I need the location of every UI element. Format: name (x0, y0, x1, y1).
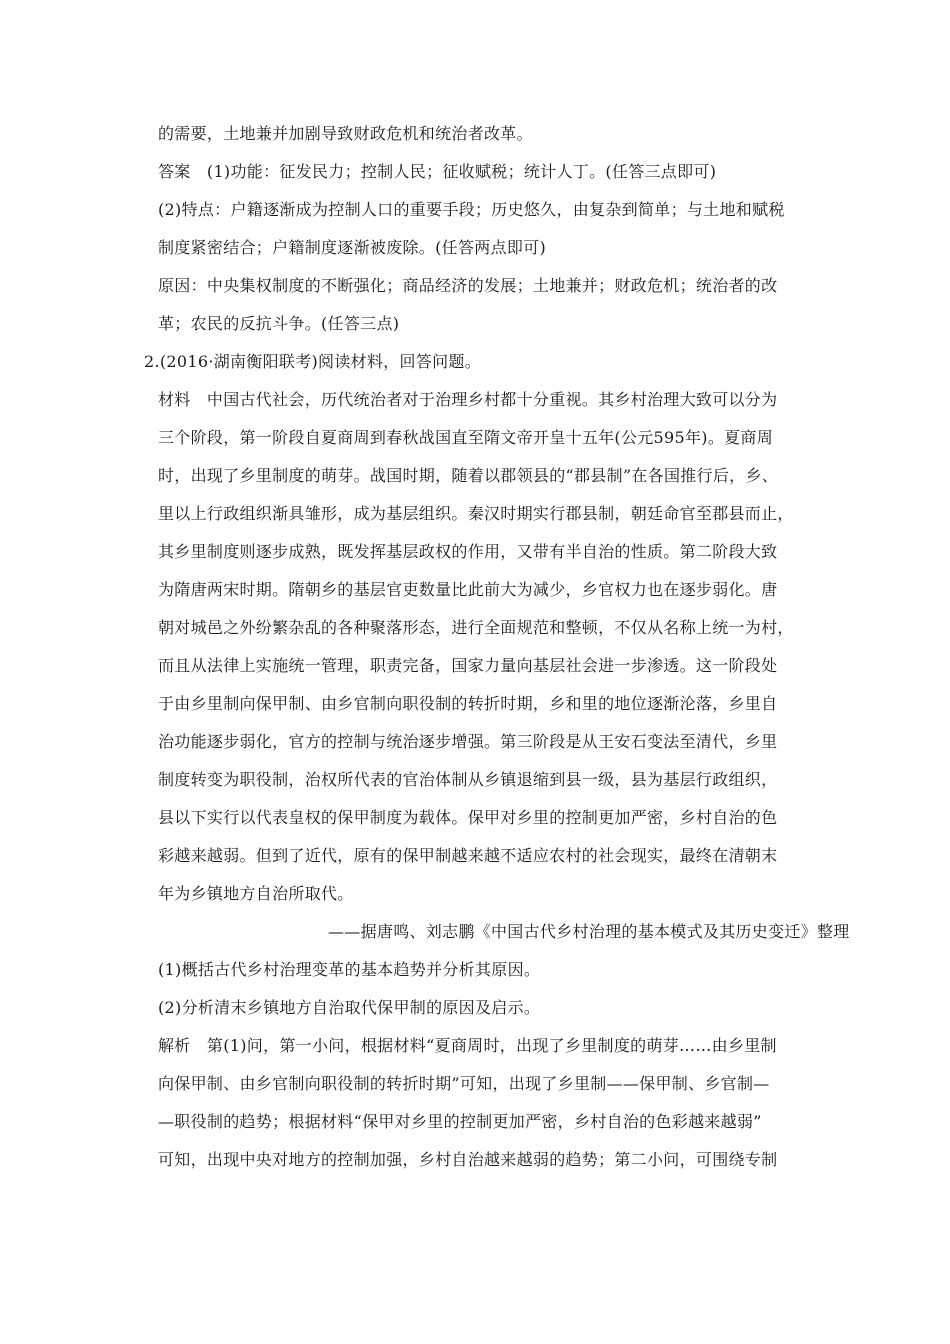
material-line: 朝对城邑之外纷繁杂乱的各种聚落形态，进行全面规范和整顿，不仅从名称上统一为村， (158, 618, 794, 637)
analysis-line: 解析 第(1)问，第一小问，根据材料“夏商周时，出现了乡里制度的萌芽……由乡里制 (158, 1036, 777, 1055)
material-line: 县以下实行以代表皇权的保甲制度为载体。保甲对乡里的控制更加严密，乡村自治的色 (158, 808, 778, 827)
source-citation: ——据唐鸣、刘志鹏《中国古代乡村治理的基本模式及其历史变迁》整理 (328, 922, 850, 941)
text-line: 的需要，土地兼并加剧导致财政危机和统治者改革。 (158, 124, 533, 143)
material-line: 为隋唐两宋时期。隋朝乡的基层官吏数量比此前大为减少，乡官权力也在逐步弱化。唐 (158, 580, 778, 599)
material-line: 而且从法律上实施统一管理，职责完备，国家力量向基层社会进一步渗透。这一阶段处 (158, 656, 778, 675)
answer-line: 答案 (1)功能：征发民力；控制人民；征收赋税；统计人丁。(任答三点即可) (158, 162, 717, 181)
material-line: 材料 中国古代社会，历代统治者对于治理乡村都十分重视。其乡村治理大致可以分为 (158, 390, 778, 409)
material-line: 三个阶段，第一阶段自夏商周到春秋战国直至隋文帝开皇十五年(公元595年)。夏商周 (158, 428, 774, 447)
material-line: 时，出现了乡里制度的萌芽。战国时期，随着以郡领县的“郡县制”在各国推行后，乡、 (158, 466, 779, 485)
text-line: 革；农民的反抗斗争。(任答三点) (158, 314, 400, 333)
material-line: 彩越来越弱。但到了近代，原有的保甲制越来越不适应农村的社会现实，最终在清朝末 (158, 846, 778, 865)
material-line: 年为乡镇地方自治所取代。 (158, 884, 354, 903)
analysis-line: —职役制的趋势；根据材料“保甲对乡里的控制更加严密，乡村自治的色彩越来越弱” (158, 1112, 762, 1131)
text-line: (2)特点：户籍逐渐成为控制人口的重要手段；历史悠久，由复杂到简单；与土地和赋税 (158, 200, 785, 219)
question-item: (2)分析清末乡镇地方自治取代保甲制的原因及启示。 (158, 998, 541, 1017)
material-line: 于由乡里制向保甲制、由乡官制向职役制的转折时期，乡和里的地位逐渐沦落，乡里自 (158, 694, 778, 713)
question-item: (1)概括古代乡村治理变革的基本趋势并分析其原因。 (158, 960, 541, 979)
analysis-line: 可知，出现中央对地方的控制加强，乡村自治越来越弱的趋势；第二小问，可围绕专制 (158, 1150, 778, 1169)
material-line: 治功能逐步弱化，官方的控制与统治逐步增强。第三阶段是从王安石变法至清代，乡里 (158, 732, 778, 751)
material-line: 制度转变为职役制，治权所代表的官治体制从乡镇退缩到县一级，县为基层行政组织， (158, 770, 778, 789)
text-line: 制度紧密结合；户籍制度逐渐被废除。(任答两点即可) (158, 238, 546, 257)
analysis-line: 向保甲制、由乡官制向职役制的转折时期”可知，出现了乡里制——保甲制、乡官制— (158, 1074, 770, 1093)
material-line: 其乡里制度则逐步成熟，既发挥基层政权的作用，又带有半自治的性质。第二阶段大致 (158, 542, 778, 561)
text-line: 原因：中央集权制度的不断强化；商品经济的发展；土地兼并；财政危机；统治者的改 (158, 276, 778, 295)
question-heading: 2.(2016·湖南衡阳联考)阅读材料，回答问题。 (144, 352, 482, 371)
material-line: 里以上行政组织渐具雏形，成为基层组织。秦汉时期实行郡县制，朝廷命官至郡县而止， (158, 504, 794, 523)
